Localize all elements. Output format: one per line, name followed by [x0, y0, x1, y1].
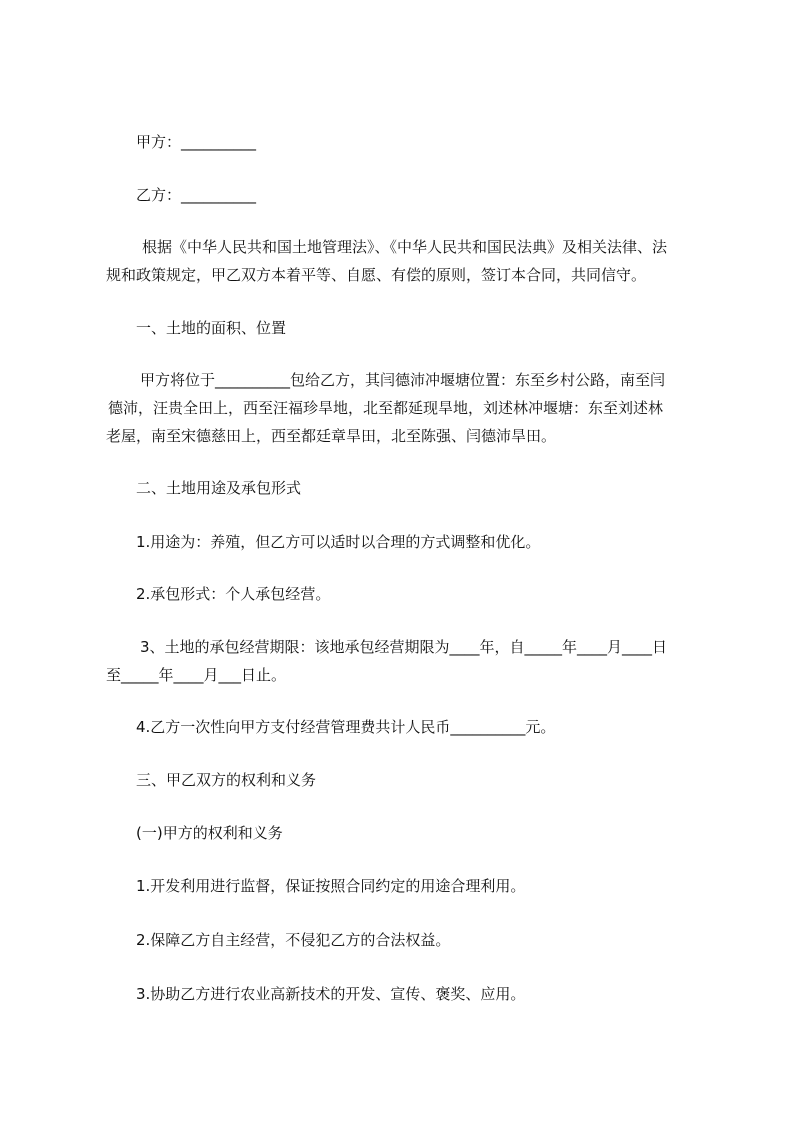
section-1-text-line-3: 老屋，南至宋德慈田上，西至都廷章旱田，北至陈强、闫德沛旱田。 — [106, 427, 557, 445]
section-1-text-line-1: 甲方将位于__________包给乙方，其闫德沛冲堰塘位置：东至乡村公路，南至闫 — [140, 371, 666, 389]
item-term-line-2: 至_____年____月___日止。 — [106, 666, 287, 684]
a-item-3: 3.协助乙方进行农业高新技术的开发、宣传、褒奖、应用。 — [136, 985, 526, 1003]
item-form: 2.承包形式：个人承包经营。 — [136, 585, 331, 603]
section-3-heading: 三、甲乙双方的权利和义务 — [136, 771, 317, 789]
intro-line-2: 规和政策规定，甲乙双方本着平等、自愿、有偿的原则，签订本合同，共同信守。 — [106, 266, 647, 284]
section-1-heading: 一、土地的面积、位置 — [136, 319, 287, 337]
section-1-text-line-2: 德沛，汪贵全田上，西至汪福珍旱地，北至都延现旱地，刘述林冲堰塘：东至刘述林 — [108, 399, 664, 417]
item-term-line-1: 3、土地的承包经营期限：该地承包经营期限为____年，自_____年____月____日 — [140, 638, 668, 656]
a-item-1: 1.开发利用进行监督，保证按照合同约定的用途合理利用。 — [136, 877, 526, 895]
intro-line-1: 根据《中华人民共和国土地管理法》、《中华人民共和国民法典》及相关法律、法 — [142, 238, 668, 256]
party-a-line: 甲方：__________ — [136, 133, 257, 151]
item-use: 1.用途为：养殖，但乙方可以适时以合理的方式调整和优化。 — [136, 533, 541, 551]
item-fee: 4.乙方一次性向甲方支付经营管理费共计人民币__________元。 — [136, 718, 556, 736]
party-b-line: 乙方：__________ — [136, 186, 257, 204]
subsection-a-heading: (一)甲方的权利和义务 — [136, 824, 283, 842]
a-item-2: 2.保障乙方自主经营，不侵犯乙方的合法权益。 — [136, 931, 451, 949]
section-2-heading: 二、土地用途及承包形式 — [136, 479, 302, 497]
